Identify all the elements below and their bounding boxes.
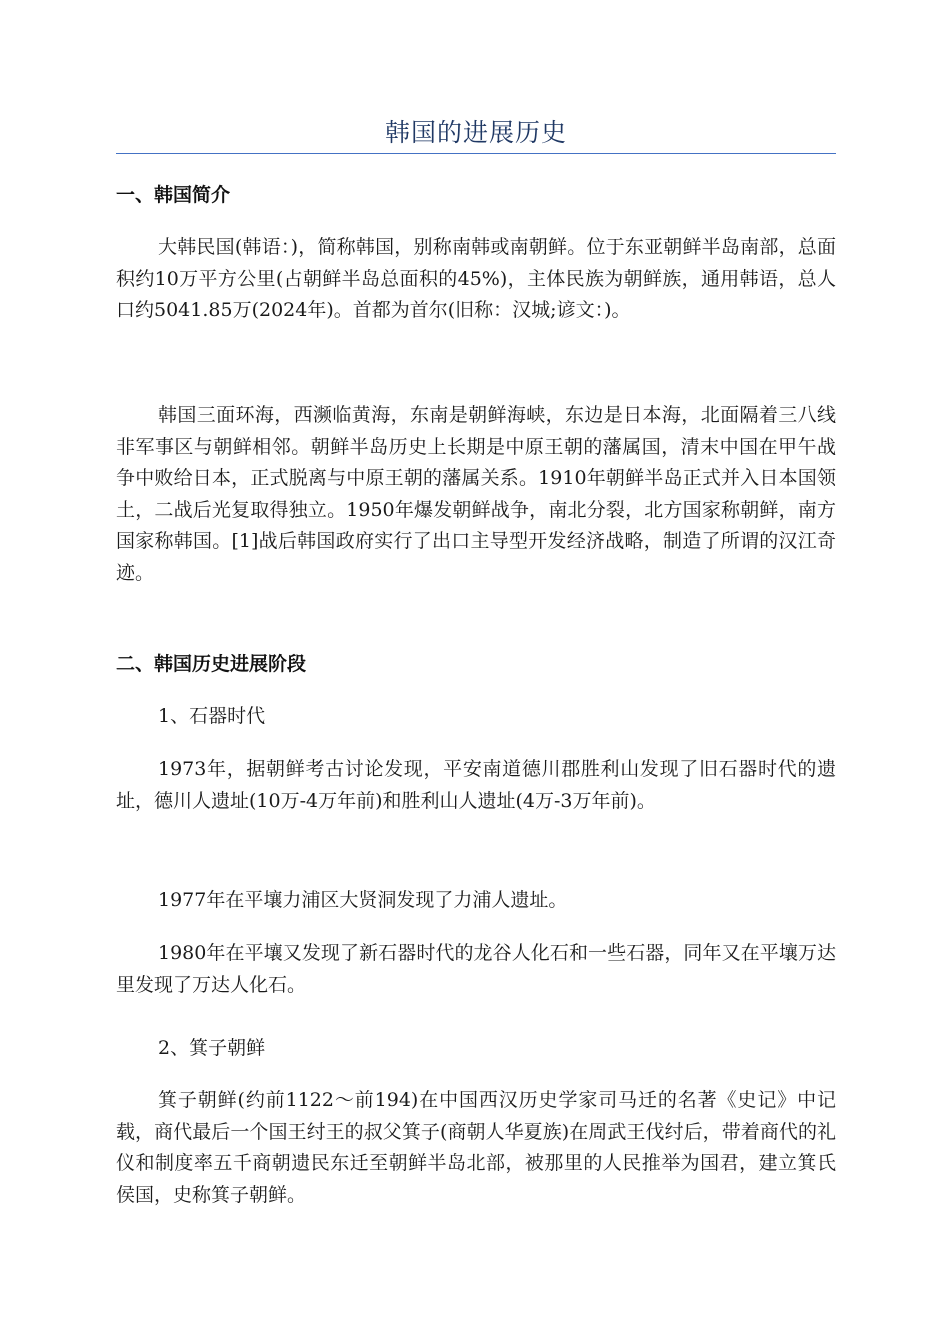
subheading-stone-age: 1、石器时代 <box>158 705 266 727</box>
section-heading-history: 二、韩国历史进展阶段 <box>116 653 307 675</box>
paragraph-intro-2: 韩国三面环海，西濒临黄海，东南是朝鲜海峡，东边是日本海，北面隔着三八线非军事区与朝鲜相邻。朝鲜半岛历史上长期是中原王朝的藩属国，清末中国在甲午战争中败给日本，正式脱离与中原王朝的藩属关系。1910年朝鲜半岛正式并入日本国领土，二战后光复取得独立。1950年爆发朝鲜战争，南北分裂，北方国家称朝鲜，南方国家称韩国。[1]战后韩国政府实行了出口主导型开发经济战略，制造了所谓的汉江奇迹。 <box>116 404 836 584</box>
paragraph-gija-joseon: 箕子朝鲜(约前1122～前194)在中国西汉历史学家司马迁的名著《史记》中记载，商代最后一个国王纣王的叔父箕子(商朝人华夏族)在周武王伐纣后，带着商代的礼仪和制度率五千商朝遗民东迁至朝鲜半岛北部，被那里的人民推举为国君，建立箕氏侯国，史称箕子朝鲜。 <box>116 1089 836 1206</box>
paragraph-stone-age-1: 1973年，据朝鲜考古讨论发现，平安南道德川郡胜利山发现了旧石器时代的遗址，德川人遗址(10万-4万年前)和胜利山人遗址(4万-3万年前)。 <box>116 758 836 812</box>
paragraph-stone-age-3: 1980年在平壤又发现了新石器时代的龙谷人化石和一些石器，同年又在平壤万达里发现了万达人化石。 <box>116 942 836 996</box>
section-heading-intro: 一、韩国简介 <box>116 184 231 206</box>
paragraph-intro-1: 大韩民国(韩语：)，简称韩国，别称南韩或南朝鲜。位于东亚朝鲜半岛南部，总面积约10万平方公里(占朝鲜半岛总面积的45%)，主体民族为朝鲜族，通用韩语，总人口约5041.85万(2024年)。首都为首尔(旧称：汉城;谚文：)。 <box>116 236 836 321</box>
title-underline <box>116 153 836 154</box>
subheading-gija-joseon: 2、箕子朝鲜 <box>158 1037 266 1059</box>
paragraph-stone-age-2: 1977年在平壤力浦区大贤洞发现了力浦人遗址。 <box>158 889 568 911</box>
document-title: 韩国的进展历史 <box>384 118 567 147</box>
